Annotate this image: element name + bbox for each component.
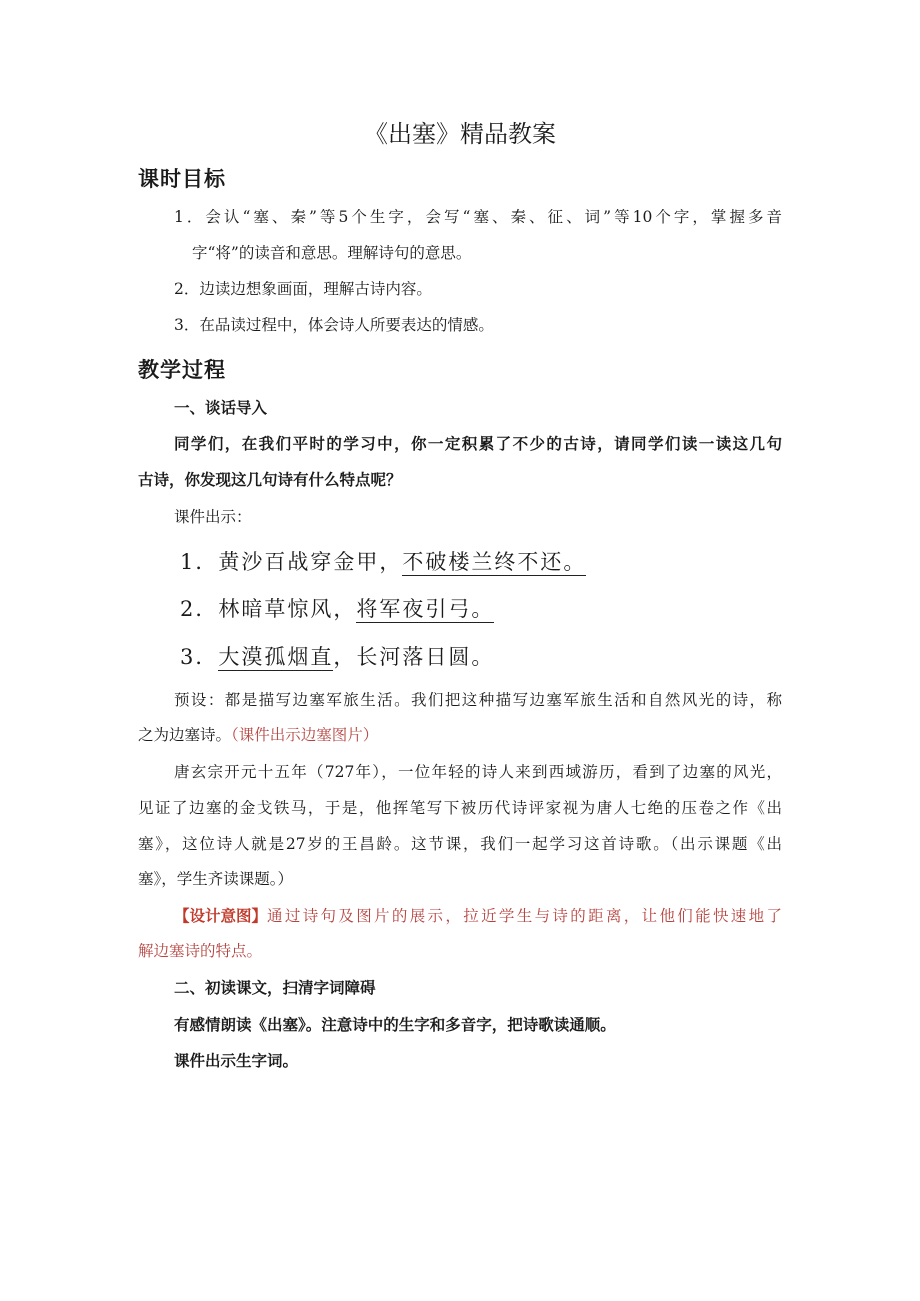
story-line-2: 见证了边塞的金戈铁马，于是，他挥笔写下被历代诗评家视为唐人七绝的压卷之作《出 xyxy=(138,799,782,817)
preset-text: 之为边塞诗。 xyxy=(138,726,232,744)
objective-1-line-2: 字“将”的读音和意思。理解诗句的意思。 xyxy=(192,244,472,262)
read-instruction: 有感情朗读《出塞》。注意诗中的生字和多音字，把诗歌读通顺。 xyxy=(174,1016,616,1034)
poem-number: 1． xyxy=(180,550,219,574)
poem-text: ，长河落日圆。 xyxy=(333,645,495,669)
poem-number: 3． xyxy=(180,645,219,669)
poem-underlined-text: 大漠孤烟直 xyxy=(218,645,334,669)
story-line-1: 唐玄宗开元十五年（727年），一位年轻的诗人来到西域游历，看到了边塞的风光， xyxy=(174,763,782,781)
poem-text: 林暗草惊风， xyxy=(218,597,357,621)
document-title: 《出塞》精品教案 xyxy=(364,120,556,148)
design-intent-line-1 xyxy=(174,904,782,926)
preset-note: （课件出示边塞图片） xyxy=(231,726,379,744)
story-line-3: 塞》，这位诗人就是27岁的王昌龄。这节课，我们一起学习这首诗歌。（出示课题《出 xyxy=(138,835,782,853)
preset-line-1: 预设：都是描写边塞军旅生活。我们把这种描写边塞军旅生活和自然风光的诗，称 xyxy=(174,691,782,709)
story-line-4: 塞》，学生齐读课题。） xyxy=(138,870,294,888)
objective-1-line-1: 1．会认“塞、秦”等5个生字，会写“塞、秦、征、词”等10个字，掌握多音 xyxy=(174,208,782,226)
courseware-label: 课件出示： xyxy=(174,508,252,526)
poem-line-3 xyxy=(180,641,494,671)
poem-underlined-text: 将军夜引弓。 xyxy=(356,597,495,621)
section-1-title: 一、谈话导入 xyxy=(174,399,268,417)
objective-2: 2．边读边想象画面，理解古诗内容。 xyxy=(174,280,432,298)
objective-3: 3．在品读过程中，体会诗人所要表达的情感。 xyxy=(174,316,494,334)
objectives-heading: 课时目标 xyxy=(138,167,226,191)
section-2-title: 二、初读课文，扫清字词障碍 xyxy=(174,979,376,997)
design-intent-text: 通过诗句及图片的展示，拉近学生与诗的距离，让他们能快速地了 xyxy=(267,907,782,925)
process-heading: 教学过程 xyxy=(138,358,226,382)
poem-line-1 xyxy=(180,546,586,576)
poem-text: 黄沙百战穿金甲， xyxy=(218,550,403,574)
design-intent-label: 【设计意图】 xyxy=(174,906,268,925)
poem-number: 2． xyxy=(180,597,219,621)
poem-underlined-text: 不破楼兰终不还。 xyxy=(402,550,587,574)
design-intent-line-2: 解边塞诗的特点。 xyxy=(138,942,263,960)
poem-line-2 xyxy=(180,593,494,623)
intro-line-2: 古诗，你发现这几句诗有什么特点呢？ xyxy=(138,471,402,489)
preset-line-2 xyxy=(138,723,378,745)
intro-line-1: 同学们，在我们平时的学习中，你一定积累了不少的古诗，请同学们读一读这几句 xyxy=(174,435,782,453)
new-words-label: 课件出示生字词。 xyxy=(174,1052,299,1070)
